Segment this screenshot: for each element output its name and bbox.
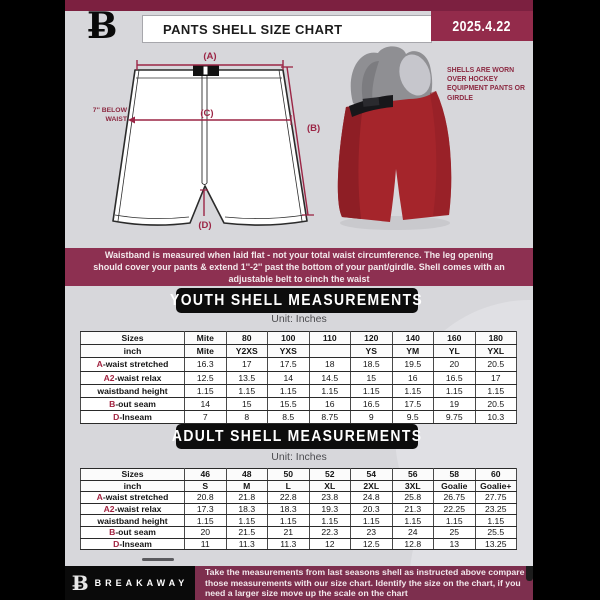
table-cell: 2XL bbox=[351, 480, 393, 492]
footer-instructions-text: Take the measurements from last seasons shell as instructed above compare those measurements with our size chart. Identify the size on the chart, if you need a larger size move up the scale on the chart bbox=[205, 566, 525, 599]
table-cell: 25 bbox=[434, 526, 476, 538]
table-cell: 11 bbox=[185, 538, 227, 550]
document-page bbox=[65, 0, 533, 600]
table-cell: Goalie bbox=[434, 480, 476, 492]
table-cell: 54 bbox=[351, 469, 393, 481]
table-row bbox=[81, 345, 517, 358]
footer-divider bbox=[142, 558, 174, 561]
table-cell: 8.5 bbox=[268, 411, 310, 424]
table-row bbox=[81, 384, 517, 397]
measure-letter: D bbox=[113, 412, 120, 423]
table-row bbox=[81, 371, 517, 384]
measure-letter: A bbox=[96, 359, 103, 370]
table-cell: 80 bbox=[226, 332, 268, 345]
table-cell: Goalie+ bbox=[475, 480, 517, 492]
table-cell: 9 bbox=[351, 411, 393, 424]
row-label: waistband height bbox=[81, 384, 185, 397]
waistband-info-text: Waistband is measured when laid flat - not your total waist circumference. The leg opening should cover your pants & extend 1''-2'' past the bottom of your pant/girdle. Shell comes with an adjustable belt to cinch the waist bbox=[93, 249, 505, 285]
measure-letter: A2 bbox=[103, 372, 115, 383]
table-cell: 56 bbox=[392, 469, 434, 481]
table-cell: 14.5 bbox=[309, 371, 351, 384]
table-cell: 25.8 bbox=[392, 492, 434, 504]
page-title: PANTS SHELL SIZE CHART bbox=[163, 21, 343, 37]
table-row bbox=[81, 538, 517, 550]
table-cell: 58 bbox=[434, 469, 476, 481]
table-cell: YL bbox=[434, 345, 476, 358]
row-label: A2-waist relax bbox=[81, 503, 185, 515]
table-cell: 3XL bbox=[392, 480, 434, 492]
table-cell: 52 bbox=[309, 469, 351, 481]
table-cell: 12 bbox=[309, 538, 351, 550]
below-waist-note: 7'' BELOW WAIST bbox=[92, 107, 127, 123]
table-cell: 25.5 bbox=[475, 526, 517, 538]
table-cell: 1.15 bbox=[351, 515, 393, 527]
table-cell: 1.15 bbox=[309, 515, 351, 527]
brand-b-icon: Ƀ bbox=[87, 5, 118, 47]
measure-letter: B bbox=[109, 527, 116, 538]
table-cell: 21.3 bbox=[392, 503, 434, 515]
table-cell: YM bbox=[392, 345, 434, 358]
table-cell: 48 bbox=[226, 469, 268, 481]
youth-section-title-box bbox=[170, 288, 424, 313]
table-cell: 11.3 bbox=[226, 538, 268, 550]
table-cell: 1.15 bbox=[392, 384, 434, 397]
table-cell: 1.15 bbox=[475, 384, 517, 397]
page-curl-decoration bbox=[526, 566, 533, 581]
table-cell: 22.3 bbox=[309, 526, 351, 538]
table-cell: 120 bbox=[351, 332, 393, 345]
adult-measurements-table bbox=[80, 468, 517, 550]
table-cell: 20 bbox=[434, 358, 476, 371]
table-cell: 27.75 bbox=[475, 492, 517, 504]
table-cell: 17.5 bbox=[392, 397, 434, 410]
table-cell: 12.5 bbox=[351, 538, 393, 550]
row-label: D-Inseam bbox=[81, 411, 185, 424]
table-cell: 110 bbox=[309, 332, 351, 345]
table-cell: 46 bbox=[185, 469, 227, 481]
table-cell: 18 bbox=[309, 358, 351, 371]
table-cell: Y2XS bbox=[226, 345, 268, 358]
table-cell: 8 bbox=[226, 411, 268, 424]
table-cell: 15 bbox=[226, 397, 268, 410]
row-label: waistband height bbox=[81, 515, 185, 527]
table-cell: 18.3 bbox=[226, 503, 268, 515]
table-cell: 1.15 bbox=[475, 515, 517, 527]
table-cell: 26.75 bbox=[434, 492, 476, 504]
page-title-box bbox=[142, 15, 432, 43]
table-cell: 1.15 bbox=[434, 515, 476, 527]
row-label: inch bbox=[81, 480, 185, 492]
brand-name: BREAKAWAY bbox=[94, 578, 189, 588]
table-cell: 21.8 bbox=[226, 492, 268, 504]
table-cell: YXL bbox=[475, 345, 517, 358]
table-cell: 160 bbox=[434, 332, 476, 345]
table-cell: 100 bbox=[268, 332, 310, 345]
table-cell bbox=[309, 345, 351, 358]
measure-letter: D bbox=[113, 538, 120, 549]
table-cell: 11.3 bbox=[268, 538, 310, 550]
table-cell: 1.15 bbox=[392, 515, 434, 527]
table-cell: 15 bbox=[351, 371, 393, 384]
table-cell: 24 bbox=[392, 526, 434, 538]
measure-label: (D) bbox=[198, 220, 212, 231]
table-cell: 23 bbox=[351, 526, 393, 538]
table-cell: S bbox=[185, 480, 227, 492]
youth-unit-label: Unit: Inches bbox=[271, 313, 327, 325]
table-row bbox=[81, 526, 517, 538]
table-cell: 13.25 bbox=[475, 538, 517, 550]
table-cell: 13.5 bbox=[226, 371, 268, 384]
table-cell: XL bbox=[309, 480, 351, 492]
youth-section-title: YOUTH SHELL MEASUREMENTS bbox=[170, 291, 424, 309]
table-cell: 1.15 bbox=[268, 384, 310, 397]
table-cell: 1.15 bbox=[226, 515, 268, 527]
row-label: Sizes bbox=[81, 332, 185, 345]
table-cell: 13 bbox=[434, 538, 476, 550]
table-cell: 20 bbox=[185, 526, 227, 538]
table-cell: 18.3 bbox=[268, 503, 310, 515]
date-badge bbox=[431, 11, 533, 41]
table-cell: 20.5 bbox=[475, 397, 517, 410]
table-cell: 7 bbox=[185, 411, 227, 424]
waistband-info-banner bbox=[65, 248, 533, 286]
table-cell: 17 bbox=[226, 358, 268, 371]
table-cell: 1.15 bbox=[185, 515, 227, 527]
table-cell: 17 bbox=[475, 371, 517, 384]
brand-lockup bbox=[65, 566, 195, 600]
table-cell: Mite bbox=[185, 345, 227, 358]
table-cell: 16 bbox=[392, 371, 434, 384]
table-cell: YS bbox=[351, 345, 393, 358]
table-cell: 16.5 bbox=[351, 397, 393, 410]
table-cell: 23.25 bbox=[475, 503, 517, 515]
row-label: D-Inseam bbox=[81, 538, 185, 550]
top-maroon-bar bbox=[65, 0, 533, 11]
table-cell: 1.15 bbox=[309, 384, 351, 397]
table-cell: 19 bbox=[434, 397, 476, 410]
measure-label: (A) bbox=[203, 51, 217, 62]
table-cell: 8.75 bbox=[309, 411, 351, 424]
table-cell: 17.5 bbox=[268, 358, 310, 371]
table-cell: 22.25 bbox=[434, 503, 476, 515]
table-row bbox=[81, 397, 517, 410]
table-cell: 9.5 bbox=[392, 411, 434, 424]
measure-letter: A2 bbox=[103, 504, 115, 515]
table-cell: 1.15 bbox=[185, 384, 227, 397]
table-cell: 24.8 bbox=[351, 492, 393, 504]
table-row bbox=[81, 411, 517, 424]
youth-measurements-table bbox=[80, 331, 517, 424]
table-row bbox=[81, 480, 517, 492]
table-cell: 1.15 bbox=[226, 384, 268, 397]
table-cell: YXS bbox=[268, 345, 310, 358]
footer bbox=[65, 566, 533, 600]
adult-section-title-box bbox=[171, 424, 423, 449]
row-label: B-out seam bbox=[81, 526, 185, 538]
table-cell: 21 bbox=[268, 526, 310, 538]
table-cell: 14 bbox=[185, 397, 227, 410]
table-cell: L bbox=[268, 480, 310, 492]
table-cell: 1.15 bbox=[351, 384, 393, 397]
row-label: A2-waist relax bbox=[81, 371, 185, 384]
table-cell: 20.3 bbox=[351, 503, 393, 515]
table-cell: 23.8 bbox=[309, 492, 351, 504]
measure-letter: A bbox=[96, 492, 103, 503]
table-cell: 22.8 bbox=[268, 492, 310, 504]
table-cell: 20.5 bbox=[475, 358, 517, 371]
table-cell: 140 bbox=[392, 332, 434, 345]
table-cell: 1.15 bbox=[268, 515, 310, 527]
row-label: inch bbox=[81, 345, 185, 358]
table-row bbox=[81, 492, 517, 504]
table-cell: 50 bbox=[268, 469, 310, 481]
table-cell: 19.5 bbox=[392, 358, 434, 371]
row-label: B-out seam bbox=[81, 397, 185, 410]
table-cell: 16.3 bbox=[185, 358, 227, 371]
table-cell: 16.5 bbox=[434, 371, 476, 384]
row-label: A-waist stretched bbox=[81, 358, 185, 371]
table-cell: 12.8 bbox=[392, 538, 434, 550]
measure-label: (B) bbox=[307, 123, 321, 134]
table-row bbox=[81, 332, 517, 345]
table-cell: 16 bbox=[309, 397, 351, 410]
table-row bbox=[81, 469, 517, 481]
adult-section-title: ADULT SHELL MEASUREMENTS bbox=[171, 427, 423, 445]
table-row bbox=[81, 503, 517, 515]
table-cell: 20.8 bbox=[185, 492, 227, 504]
table-cell: 19.3 bbox=[309, 503, 351, 515]
row-label: A-waist stretched bbox=[81, 492, 185, 504]
adult-unit-label: Unit: Inches bbox=[271, 451, 327, 463]
table-cell: 14 bbox=[268, 371, 310, 384]
table-row bbox=[81, 358, 517, 371]
row-label: Sizes bbox=[81, 469, 185, 481]
table-cell: 9.75 bbox=[434, 411, 476, 424]
table-cell: Mite bbox=[185, 332, 227, 345]
measure-letter: B bbox=[109, 399, 116, 410]
shell-usage-note: SHELLS ARE WORN OVER HOCKEY EQUIPMENT PANTS OR GIRDLE bbox=[447, 67, 525, 102]
table-cell: 180 bbox=[475, 332, 517, 345]
table-row bbox=[81, 515, 517, 527]
table-cell: 17.3 bbox=[185, 503, 227, 515]
date-text: 2025.4.22 bbox=[452, 17, 512, 35]
table-cell: 1.15 bbox=[434, 384, 476, 397]
shorts-measurement-diagram bbox=[95, 50, 335, 235]
table-cell: 60 bbox=[475, 469, 517, 481]
table-cell: M bbox=[226, 480, 268, 492]
table-cell: 15.5 bbox=[268, 397, 310, 410]
measure-label: (C) bbox=[200, 108, 214, 119]
brand-b-icon: Ƀ bbox=[71, 571, 89, 595]
table-cell: 12.5 bbox=[185, 371, 227, 384]
footer-instructions-box bbox=[195, 566, 533, 600]
table-cell: 21.5 bbox=[226, 526, 268, 538]
table-cell: 18.5 bbox=[351, 358, 393, 371]
table-cell: 10.3 bbox=[475, 411, 517, 424]
